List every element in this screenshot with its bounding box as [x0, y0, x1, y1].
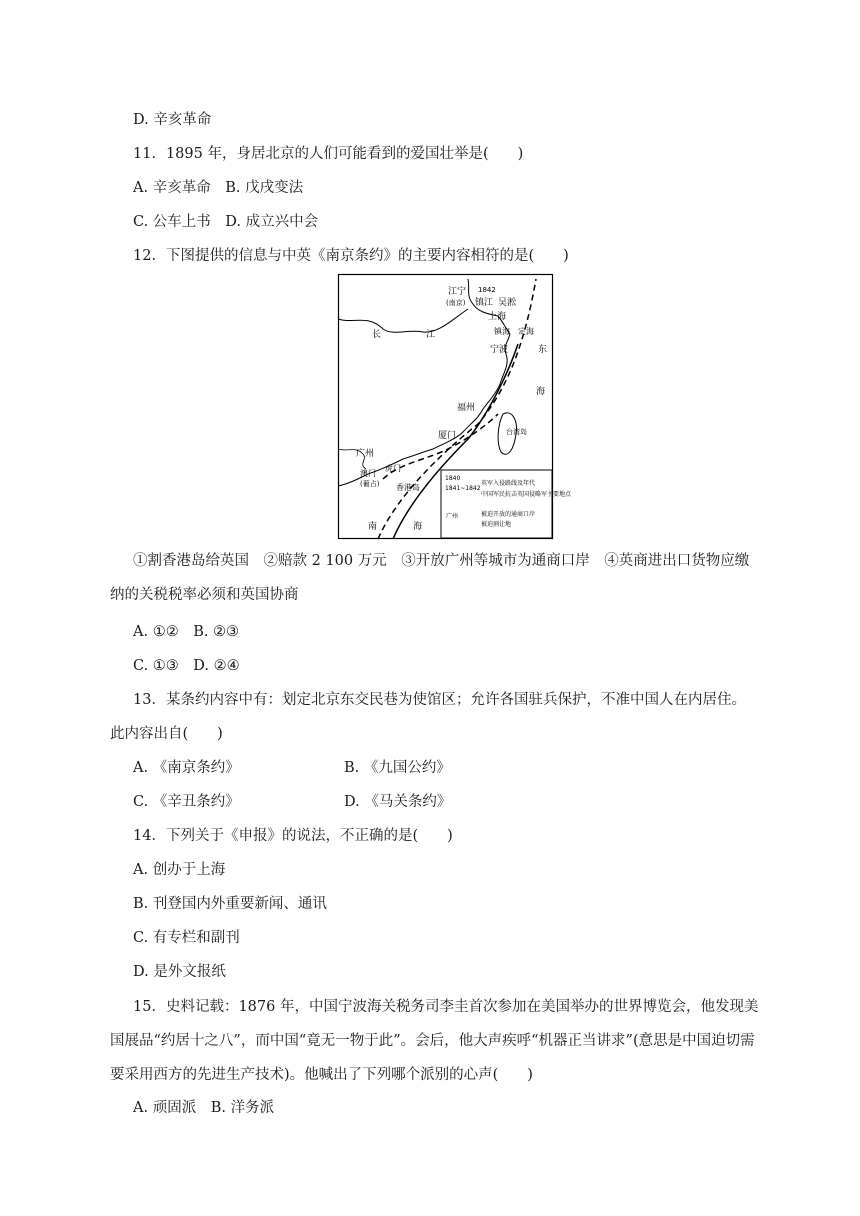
svg-text:福州: 福州: [457, 403, 476, 413]
svg-text:南: 南: [368, 522, 378, 532]
q14-stem: 14．下列关于《申报》的说法，不正确的是( ): [133, 828, 453, 844]
svg-text:虎门: 虎门: [385, 464, 401, 473]
svg-text:(葡占): (葡占): [360, 480, 380, 488]
q12-options-row2: C. ①③ D. ②④: [133, 658, 240, 674]
svg-text:江: 江: [426, 330, 436, 340]
svg-text:长: 长: [372, 330, 382, 340]
svg-text:吴淞: 吴淞: [498, 298, 517, 308]
q12-options-row1: A. ①② B. ②③: [133, 624, 240, 640]
svg-text:香港岛: 香港岛: [396, 483, 420, 492]
nanjing-treaty-map: [338, 274, 572, 539]
svg-text:广州: 广州: [356, 449, 375, 459]
svg-text:镇海: 镇海: [494, 327, 510, 336]
q14-option-c: C. 有专栏和副刊: [133, 930, 240, 946]
q14-option-b: B. 刊登国内外重要新闻、通讯: [133, 896, 327, 912]
q10-option-d: D. 辛亥革命: [133, 112, 212, 128]
svg-text:厦门: 厦门: [438, 431, 457, 441]
q13-stem-line1: 13．某条约内容中有：划定北京东交民巷为使馆区；允许各国驻兵保护，不准中国人在内居住。: [133, 692, 746, 708]
svg-text:东: 东: [538, 345, 548, 355]
q14-option-d: D. 是外文报纸: [133, 964, 226, 980]
svg-text:海: 海: [413, 522, 423, 532]
q15-options-row1: A. 顽固派 B. 洋务派: [133, 1100, 275, 1116]
svg-text:广州: 广州: [446, 513, 459, 520]
svg-text:被迫开放的通商口岸: 被迫开放的通商口岸: [481, 511, 536, 518]
svg-text:澳门: 澳门: [360, 469, 376, 478]
q13-option-b: B. 《九国公约》: [344, 760, 451, 776]
svg-text:英军入侵路线及年代: 英军入侵路线及年代: [481, 480, 536, 487]
q14-option-a: A. 创办于上海: [133, 862, 226, 878]
svg-text:1842: 1842: [478, 286, 496, 294]
q13-stem-line2: 此内容出自( ): [110, 726, 223, 742]
svg-text:被迫割让地: 被迫割让地: [481, 521, 512, 528]
map-label-jiangning: 江宁: [448, 287, 467, 297]
q11-options-row1: A. 辛亥革命 B. 戊戌变法: [133, 180, 304, 196]
svg-text:台湾岛: 台湾岛: [506, 428, 527, 436]
q12-items: ①割香港岛给英国 ②赔款 2 100 万元 ③开放广州等城市为通商口岸 ④英商进出口货物应缴纳的关税税率必须和英国协商: [110, 553, 750, 603]
q11-stem: 11．1895 年，身居北京的人们可能看到的爱国壮举是( ): [133, 146, 524, 162]
svg-text:(南京): (南京): [446, 299, 466, 307]
q15-stem: 15．史料记载：1876 年，中国宁波海关税务司李圭首次参加在美国举办的世界博览会，他发现美国展品“约居十之八”，而中国“竟无一物于此”。会后，他大声疾呼“机器正当讲求”(意思是中国迫切需要采用西方的先进生产技术)。他喊出了下列哪个派别的心声( ): [110, 999, 759, 1083]
q13-option-d: D. 《马关条约》: [344, 794, 452, 810]
svg-text:镇江: 镇江: [475, 298, 494, 308]
svg-text:海: 海: [536, 387, 546, 397]
svg-text:中国军民抗击英国侵略军主要地点: 中国军民抗击英国侵略军主要地点: [481, 491, 572, 498]
svg-text:上海: 上海: [488, 312, 507, 322]
q13-option-c: C. 《辛丑条约》: [133, 794, 240, 810]
svg-text:1840: 1840: [445, 475, 461, 482]
q13-option-a: A. 《南京条约》: [133, 760, 240, 776]
q12-stem: 12．下图提供的信息与中英《南京条约》的主要内容相符的是( ): [133, 248, 569, 264]
svg-text:1841~1842: 1841~1842: [445, 485, 481, 492]
q11-options-row2: C. 公车上书 D. 成立兴中会: [133, 214, 319, 230]
svg-text:定海: 定海: [518, 327, 534, 336]
svg-text:宁波: 宁波: [490, 345, 509, 355]
